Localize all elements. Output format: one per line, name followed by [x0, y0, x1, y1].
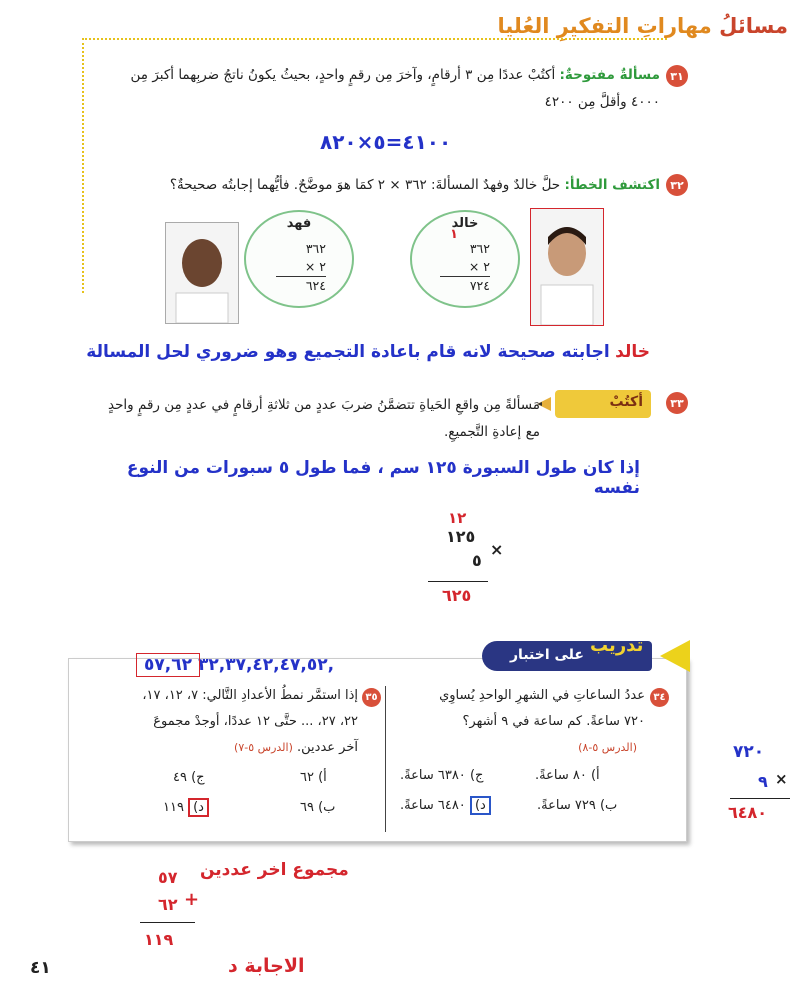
sum-addend-b: ٦٢ [158, 895, 178, 914]
khalid-name: خالد [451, 216, 479, 231]
q35-option-b-key: ب) [318, 800, 336, 815]
question-31-text [100, 62, 660, 116]
question-34-lesson: (الدرس ٥-٨) [578, 741, 637, 754]
question-33-line2: مع إعادةِ التَّجميعِ. [443, 424, 540, 440]
q34-option-a-key: أ) [590, 768, 600, 783]
q34-option-c[interactable] [400, 768, 483, 783]
practice-banner [482, 635, 652, 671]
side-work-top: ٧٢٠ [733, 742, 765, 762]
section-title-rest: مهاراتِ التفكيرِ العُليا [497, 14, 712, 38]
question-32-body: حلَّ خالدٌ وفهدٌ المسألةَ: ٣٦٢ × ٢ كمَا هوَ موضَّحٌ. فأيُّهما إجابتُه صحيحةٌ؟ [169, 177, 561, 193]
question-31-line1: أكتُبْ عددًا مِن ٣ أرقامٍ، وآخرَ مِن رقمٍ واحدٍ، بحيثُ يكونُ ناتجُ ضربِهما أكبرَ مِن [130, 67, 556, 83]
question-31-answer [320, 130, 451, 154]
sequence-boxed: ٥٧,٦٢ [136, 653, 200, 677]
q33-multiplier: ٥ [472, 551, 482, 570]
q35-option-c[interactable] [173, 770, 205, 785]
q34-option-c-key: ج) [469, 768, 484, 783]
practice-banner-brand: تدريب [590, 635, 644, 656]
fahd-result: ٦٢٤ [276, 276, 326, 295]
khalid-carry: ١ [450, 227, 458, 242]
sequence-rest: ٣٢,٣٧,٤٢,٤٧,٥٢, [198, 655, 335, 675]
q34-option-d-key: د) [470, 796, 491, 815]
side-work-multiplier: ٩ [758, 772, 768, 791]
khalid-result: ٧٢٤ [440, 276, 490, 295]
fahd-photo [165, 222, 239, 324]
section-title-first: مسائلُ [719, 14, 788, 38]
question-33-handwritten: إذا كان طول السبورة ١٢٥ سم ، فما طول ٥ سبورات من النوع نفسه [126, 458, 640, 498]
q34-option-d-value: ٦٤٨٠ ساعةً. [400, 798, 466, 813]
question-32-handwritten-answer [80, 342, 650, 362]
practice-banner-text: على اختبار [510, 647, 584, 663]
side-work-result: ٦٤٨٠ [728, 803, 768, 822]
write-badge [555, 390, 651, 418]
q35-option-a-value: ٦٢ [300, 770, 314, 785]
question-number-31: ٣١ [666, 65, 688, 87]
fahd-speech-bubble [244, 210, 354, 308]
fahd-multiplier: × ٢ [304, 259, 326, 274]
question-31-label: مسألةٌ مفتوحةٌ: [559, 67, 660, 83]
khalid-photo [530, 208, 604, 326]
q34-option-a-value: ٨٠ ساعةً. [535, 768, 587, 783]
side-work-sign: × [775, 770, 788, 788]
q33-times-sign: × [490, 540, 504, 559]
question-34-text [400, 683, 645, 735]
left-dotted-line [82, 38, 84, 293]
q35-option-b[interactable] [300, 800, 335, 815]
khalid-multiplier: × ٢ [468, 259, 490, 274]
q35-option-c-key: ج) [191, 770, 205, 785]
q33-top: ١٢٥ [446, 527, 476, 546]
question-number-33: ٣٣ [666, 392, 688, 414]
header-dotted-line [82, 38, 667, 40]
q35-option-b-value: ٦٩ [300, 800, 314, 815]
question-number-35: ٣٥ [362, 688, 381, 707]
write-label: أكتُبْ [609, 394, 643, 410]
sum-label: مجموع اخر عددين [200, 860, 349, 880]
fahd-top-number: ٣٦٢ [305, 241, 326, 256]
q34-option-a[interactable] [535, 768, 600, 783]
side-work-rule [730, 798, 790, 799]
pencil-icon [537, 394, 557, 414]
answer-31-handwritten: ٤١٠٠=٥×٨٢٠ [320, 130, 452, 154]
fahd-name: فهد [286, 216, 312, 231]
answer-32-name: خالد [615, 342, 650, 362]
sum-plus-sign: + [184, 889, 200, 910]
sum-addend-a: ٥٧ [158, 868, 178, 887]
page-number: ٤١ [30, 958, 51, 978]
question-32-label: اكتشف الخطأ: [564, 177, 660, 193]
fahd-work [276, 240, 326, 295]
boy-avatar-icon [166, 223, 238, 323]
panel-divider [385, 686, 386, 832]
q34-option-d[interactable] [400, 798, 491, 813]
question-31-line2: ٤٠٠٠ وأقلَّ مِن ٤٢٠٠ [544, 94, 660, 110]
q35-option-d-value: ١١٩ [163, 800, 184, 815]
q35-option-a-key: أ) [318, 770, 327, 785]
question-number-32: ٣٢ [666, 174, 688, 196]
question-35-lesson: (الدرس ٥-٧) [234, 741, 293, 754]
question-34-line2: ٧٢٠ ساعةً. كم ساعة في ٩ أشهر؟ [462, 714, 645, 729]
q34-option-b-value: ٧٢٩ ساعةً. [537, 798, 596, 813]
q33-result: ٦٢٥ [442, 586, 472, 605]
section-title [497, 14, 788, 38]
question-35-line1: إذا استمَّر نمطُ الأعدادِ التَّالي: ٧، ١٢، ١٧، [142, 688, 358, 703]
q35-option-a[interactable] [300, 770, 327, 785]
q35-option-d-key: د) [188, 798, 209, 817]
question-34-line1: عددُ الساعاتِ في الشهرِ الواحدِ يُساوِي [439, 688, 645, 703]
q33-carry: ١٢ [448, 509, 467, 527]
khalid-top-number: ٣٦٢ [469, 241, 490, 256]
khalid-work [440, 227, 490, 295]
question-35-text [80, 683, 358, 761]
q34-option-c-value: ٦٣٨٠ ساعةً. [400, 768, 466, 783]
question-35-line3: آخر عددين. [297, 740, 358, 755]
boy-avatar-icon [531, 209, 603, 325]
sum-rule [140, 922, 195, 923]
banner-arrow-icon [660, 640, 690, 672]
q35-option-d[interactable] [163, 800, 209, 815]
final-answer: الاجابة د [228, 955, 305, 977]
question-32-text [100, 172, 660, 199]
sum-result: ١١٩ [144, 930, 174, 949]
question-35-line2: ٢٢، ٢٧، ... حتَّى ١٢ عددًا، أوجدْ مجموعَ [153, 714, 358, 729]
answer-32-reason: اجابته صحيحة لانه قام باعادة التجميع وهو ضروري لحل المسالة [86, 342, 610, 362]
q34-option-b[interactable] [537, 798, 617, 813]
q33-rule [428, 581, 488, 582]
question-number-34: ٣٤ [650, 688, 669, 707]
khalid-speech-bubble [410, 210, 520, 308]
q34-option-b-key: ب) [599, 798, 618, 813]
question-33-line1: مَسألةً مِن واقعِ الحَياةِ تتضمَّنُ ضربَ عددٍ من ثلاثةِ أرقامٍ في عددٍ مِن رقمٍ واحدٍ [108, 397, 540, 413]
question-33-text [100, 392, 540, 446]
q35-option-c-value: ٤٩ [173, 770, 187, 785]
